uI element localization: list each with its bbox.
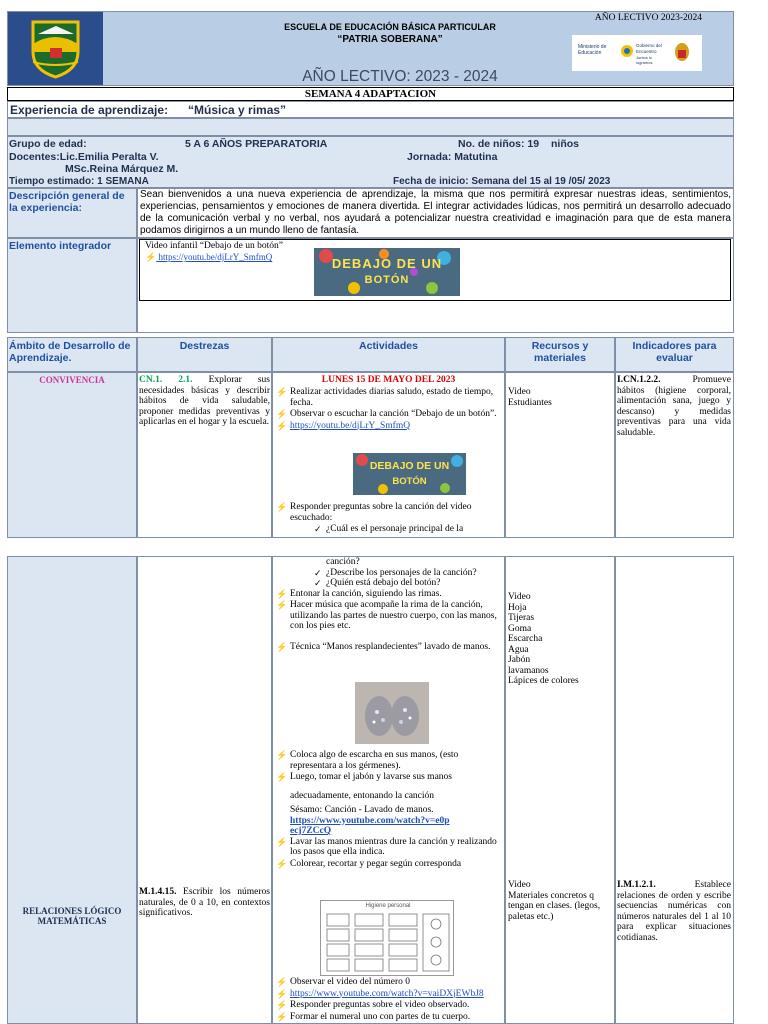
- bullet-icon: ⚡: [276, 641, 288, 652]
- r2-act-9: ⚡ Responder preguntas sobre el video observado.: [276, 1000, 470, 1010]
- r2-destreza-cell: [137, 556, 272, 1024]
- integrator-label-cell: [7, 238, 137, 333]
- r2-act-7: ⚡ Colorear, recortar y pegar según corresponda: [276, 858, 462, 869]
- bullet-icon: ⚡: [276, 988, 288, 999]
- r1-indicador-text: Promueve hábitos (higiene corporal, alimentación sana, juego y descanso) y medidas preventivas para una vida saludable.: [617, 375, 731, 438]
- r2-ambito-cell: [7, 556, 137, 1024]
- r1-act-1: ⚡ Realizar actividades diarias saludo, estado de tiempo, fecha.: [276, 387, 494, 408]
- integrator-video: Video infantil “Debajo de un botón”: [145, 241, 283, 251]
- experience-row: [7, 101, 734, 118]
- thumb-title-1: DEBAJO DE UN: [369, 460, 450, 472]
- school-name-line2: “PATRIA SOBERANA”: [337, 34, 443, 45]
- bullet-icon: ⚡: [276, 772, 288, 782]
- school-crest-icon: [8, 12, 103, 85]
- bullet-icon: ⚡: [276, 858, 288, 869]
- gov-star-icon: [620, 44, 634, 58]
- r2-question-3: ✓ ¿Quién está debajo del botón?: [314, 578, 441, 588]
- r2-recurso-5: Escarcha: [508, 634, 543, 644]
- th-ambito: Ámbito de Desarrollo de Aprendizaje.: [9, 340, 131, 364]
- r2-act-10: ⚡ Formar el numeral uno con partes de tu cuerpo.: [276, 1011, 471, 1022]
- r2-ambito: RELACIONES LÓGICO MATEMÁTICAS: [22, 906, 122, 926]
- r1-indicador: [617, 375, 731, 438]
- r2-recurso-1: Video: [508, 592, 531, 602]
- bullet-icon: ⚡: [276, 409, 288, 419]
- bullet-icon: ⚡: [276, 750, 288, 760]
- integrator-link[interactable]: https://youtu.be/djLrY_SmfmQ: [156, 252, 273, 262]
- r2-indicador-cell: [615, 556, 734, 1024]
- check-icon: ✓: [314, 578, 322, 588]
- r1-act-2-link-row[interactable]: [274, 421, 503, 432]
- bullet-icon: ⚡: [276, 502, 288, 512]
- r2-recurso-4: Goma: [508, 623, 532, 634]
- r2-activity-list: [274, 557, 503, 653]
- thumb-title-1: DEBAJO DE UN: [331, 256, 443, 271]
- integrator-thumbnail: [314, 248, 460, 296]
- r2-act-5b: adecuadamente, entonando la canción: [290, 790, 435, 801]
- week-title: SEMANA 4 ADAPTACION: [7, 87, 734, 101]
- r1-destreza: [139, 375, 270, 428]
- r1-act-2: ⚡ Observar o escuchar la canción “Debajo de un botón”.: [276, 409, 497, 419]
- children-unit: niños: [551, 138, 579, 150]
- bullet-icon: ⚡: [276, 1000, 288, 1010]
- r2-recurso-2: Hoja: [508, 602, 527, 613]
- bullet-icon: ⚡: [276, 977, 288, 987]
- th-destrezas: Destrezas: [179, 340, 230, 352]
- experience-value: “Música y rimas”: [188, 103, 287, 117]
- school-logo-box: [8, 12, 103, 85]
- r1-recurso-2: Estudiantes: [508, 397, 552, 408]
- th-actividades: Actividades: [359, 340, 418, 352]
- r2-recurso-6: Agua: [508, 644, 529, 655]
- gov-logos: [572, 35, 702, 71]
- page-gap: [0, 538, 768, 556]
- age-value: 5 A 6 AÑOS PREPARATORIA: [185, 138, 328, 150]
- r1-destreza-text: Explorar sus necesidades básicas y describir hábitos de vida saludable, proponer medidas preventivas y aplicarlas en el hogar y la escuela.: [139, 375, 270, 427]
- r2-recurso-materiales: Materiales concretos q tengan en clases. (legos, paletas etc.): [508, 890, 601, 922]
- r1-activity-list-2: [274, 502, 503, 535]
- r1-date: LUNES 15 DE MAYO DEL 2023: [321, 375, 456, 385]
- glitter-hands-icon: [355, 682, 429, 744]
- r2-indicador-text: Establece relaciones de orden y escribe secuencias numéricas con números naturales del 1 al 10 para explicar situaciones cotidianas.: [617, 880, 731, 943]
- integrator-link-row[interactable]: [145, 252, 272, 263]
- bullet-icon: ⚡: [276, 1011, 288, 1022]
- r2-destreza: [139, 887, 270, 919]
- r2-act-8: ⚡ Observar el video del número 0: [276, 977, 411, 987]
- time-estimate: Tiempo estimado: 1 SEMANA: [9, 176, 149, 187]
- link-bullet-icon: ⚡: [145, 252, 157, 262]
- r2-act-6: ⚡ Lavar las manos mientras dure la canción y realizando los pasos que ella indica.: [276, 836, 497, 857]
- ministry-logo: Ministerio de Educación: [578, 44, 607, 56]
- r2-recurso-9: Lápices de colores: [508, 676, 579, 686]
- bullet-icon: ⚡: [276, 387, 288, 397]
- year-top: AÑO LECTIVO 2023-2024: [594, 13, 703, 23]
- year-big: AÑO LECTIVO: 2023 - 2024: [302, 68, 498, 85]
- bullet-icon: ⚡: [276, 588, 288, 599]
- r2-destreza-text: Escribir los números naturales, de 0 a 10, en contextos significativos.: [139, 887, 270, 918]
- bullet-icon: ⚡: [276, 420, 288, 431]
- bullet-icon: ⚡: [276, 836, 288, 847]
- r1-indicador-code: I.CN.1.2.2.: [617, 375, 661, 385]
- children-count: No. de niños: 19: [458, 138, 540, 150]
- description-label: Descripción general de la experiencia:: [9, 190, 125, 214]
- r2-act-2: ⚡ Hacer música que acompañe la rima de la canción, utilizando las partes de nuestro cuerpo, con las manos, con los pies etc.: [276, 600, 497, 631]
- thumb-title-2: BOTÓN: [364, 274, 410, 286]
- school-name-line1: ESCUELA DE EDUCACIÓN BÁSICA PARTICULAR: [284, 22, 496, 32]
- r2-act-3: ⚡ Técnica “Manos resplandecientes” lavado de manos.: [276, 641, 491, 652]
- th-recursos: Recursos y materiales: [531, 340, 589, 364]
- age-label: Grupo de edad:: [9, 138, 87, 150]
- shift: Jornada: Matutina: [407, 151, 498, 163]
- th-indicadores: Indicadores para evaluar: [632, 340, 717, 364]
- check-icon: ✓: [314, 524, 322, 534]
- r2-question-2: ✓ ¿Describe los personajes de la canción?: [314, 567, 477, 578]
- r2-act-8-link[interactable]: https://www.youtube.com/watch?v=vaiDXjEWbJ8: [290, 988, 484, 999]
- r1-act-3: ⚡ Responder preguntas sobre la canción del video escuchado:: [276, 502, 472, 523]
- r2-act-4: ⚡ Coloca algo de escarcha en sus manos, (esto representara a los gérmenes).: [276, 750, 459, 771]
- r2-recursos-2: [508, 880, 613, 922]
- r1-activity-list: [274, 387, 503, 432]
- r1-question-1: ✓ ¿Cuál es el personaje principal de la: [314, 524, 464, 534]
- start-date: Fecha de inicio: Semana del 15 al 19 /05/ 2023: [393, 176, 611, 187]
- r1-ambito-cell: [7, 372, 137, 538]
- r2-q1-cont: canción?: [326, 557, 360, 567]
- r2-indicador: [617, 880, 731, 943]
- r2-act-5c: Sésamo: Canción - Lavado de manos.: [290, 805, 434, 815]
- r2-indicador-code: I.M.1.2.1.: [617, 880, 656, 890]
- hygiene-worksheet: [320, 900, 454, 976]
- r1-destreza-code: CN.1.: [139, 375, 163, 385]
- r1-recurso-1: Video: [508, 387, 531, 397]
- r2-recursos-1: [508, 592, 613, 687]
- teacher-2: MSc.Reina Márquez M.: [65, 163, 179, 175]
- ecuador-seal-icon: [672, 41, 692, 63]
- r2-act-8-link-row[interactable]: [274, 989, 503, 1000]
- spacer-row: [7, 118, 734, 136]
- hands-photo: [355, 682, 429, 744]
- worksheet-drawings-icon: [325, 912, 451, 974]
- r1-thumbnail: [353, 453, 466, 495]
- worksheet-title: Higiene personal: [365, 903, 411, 909]
- r2-recurso-video: Video: [508, 880, 531, 890]
- teacher-1: Docentes:Lic.Emilia Peralta V.: [9, 151, 159, 163]
- description-text: Sean bienvenidos a una nueva experiencia de aprendizaje, la misma que nos permitirá expresar nuestras ideas, sentimientos, experiencias, pensamientos y emociones de manera divertida. El integrar actividades lúdicas, nos permitirá un desarrollo adecuado de la comunicación verbal y no verbal, nos ayudará a potencializar nuestra creatividad e imaginación para que de esta manera podamos dirigirnos a un mundo lleno de fantasía.: [140, 189, 731, 236]
- bullet-icon: ⚡: [276, 600, 288, 610]
- r1-ambito: CONVIVENCIA: [39, 375, 105, 385]
- r2-recurso-8: lavamanos: [508, 665, 549, 676]
- check-icon: ✓: [314, 567, 322, 578]
- r2-activity-list-2: [274, 750, 503, 870]
- r2-act-5-link[interactable]: https://www.youtube.com/watch?v=e0pecj7ZCcQ: [290, 815, 450, 836]
- experience-label: Experiencia de aprendizaje:: [10, 103, 169, 117]
- r2-activity-list-3: [274, 977, 503, 1023]
- r1-recursos: [508, 387, 613, 408]
- r2-act-1: ⚡ Entonar la canción, siguiendo las rimas.: [276, 588, 442, 599]
- r2-recurso-3: Tijeras: [508, 613, 535, 623]
- r2-destreza-code: M.1.4.15.: [139, 887, 177, 897]
- integrator-label: Elemento integrador: [9, 240, 112, 252]
- gov-logo: Gobierno del Encuentro: [636, 43, 662, 54]
- gov-logo-sub: Juntos lo logramos: [636, 55, 653, 65]
- thumb-title-2: BOTÓN: [392, 476, 427, 487]
- r2-act-5: ⚡ Luego, tomar el jabón y lavarse sus manos: [276, 772, 452, 782]
- r2-recurso-7: Jabón: [508, 655, 531, 665]
- r1-destreza-code2: 2.1.: [178, 375, 193, 385]
- r1-act-2-link[interactable]: https://youtu.be/djLrY_SmfmQ: [290, 420, 411, 431]
